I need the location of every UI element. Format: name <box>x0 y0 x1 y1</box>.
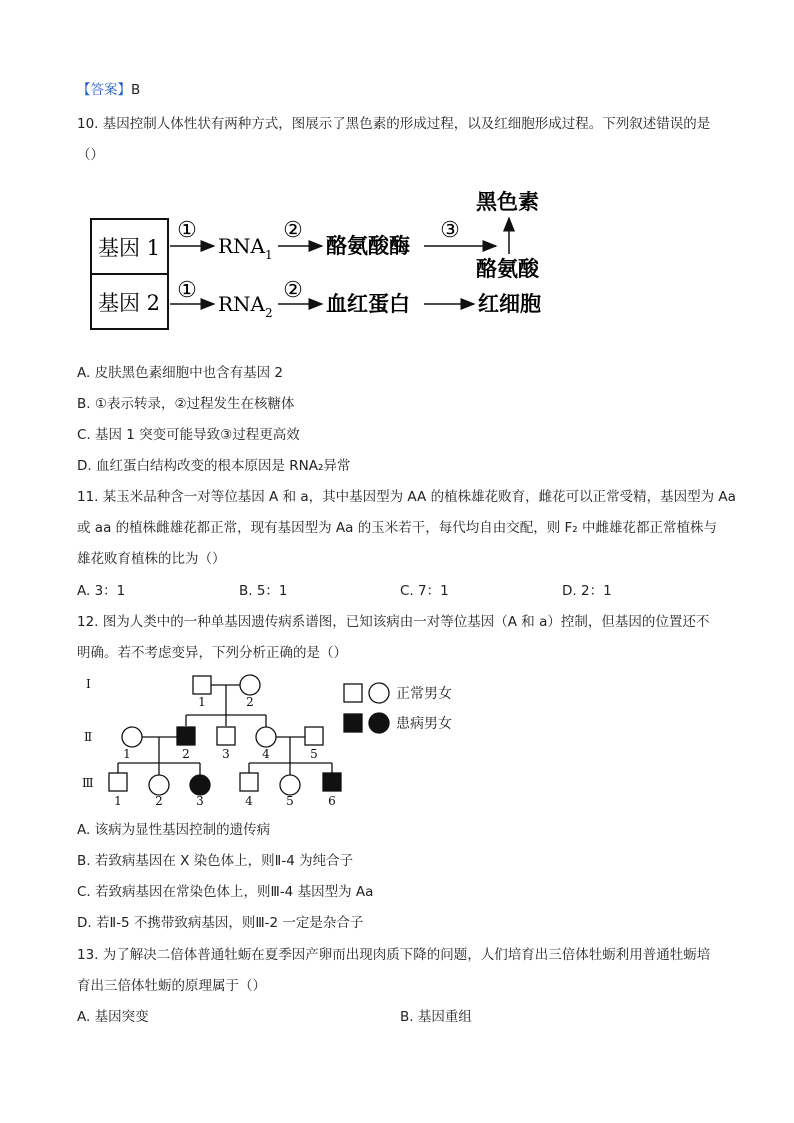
III-5-normal-female <box>280 775 300 795</box>
II-5-normal-male <box>305 727 323 745</box>
q11-stem-line1: 11. 某玉米品种含一对等位基因 A 和 a，其中基因型为 AA 的植株雄花败育，雌花可以正常受精，基因型为 Aa <box>77 489 736 505</box>
q12-stem-line1: 12. 图为人类中的一种单基因遗传病系谱图，已知该病由一对等位基因（A 和 a）控制，但基因的位置还不 <box>77 614 710 630</box>
I-1-number: 1 <box>198 695 206 709</box>
q11-option-d: D. 2：1 <box>562 583 612 599</box>
tyrosine-label: 酪氨酸 <box>476 256 539 281</box>
III-6-affected-male <box>323 773 341 791</box>
gene1-label: 基因 1 <box>97 236 161 260</box>
III-1-normal-male <box>109 773 127 791</box>
melanin-label: 黑色素 <box>476 189 539 214</box>
II-3-number: 3 <box>222 747 230 761</box>
III-6-number: 6 <box>328 794 336 808</box>
q10-option-c: C. 基因 1 突变可能导致③过程更高效 <box>77 427 300 443</box>
q10-stem-line1: 10. 基因控制人体性状有两种方式，图展示了黑色素的形成过程，以及红细胞形成过程。下列叙述错误的是 <box>77 116 711 132</box>
q10-option-a: A. 皮肤黑色素细胞中也含有基因 2 <box>77 365 283 381</box>
q13-option-b: B. 基因重组 <box>400 1009 472 1025</box>
step2-label-row2: ② <box>283 278 303 303</box>
II-4-normal-female <box>256 727 276 747</box>
II-1-normal-female <box>122 727 142 747</box>
I-2-normal-female <box>240 675 260 695</box>
gen-III-label: Ⅲ <box>82 776 94 790</box>
q12-stem-line2: 明确。若不考虑变异，下列分析正确的是（） <box>77 645 347 661</box>
gene2-label: 基因 2 <box>97 291 161 315</box>
legend-affected-male-icon <box>344 714 362 732</box>
q11-stem-line3: 雄花败育植株的比为（） <box>77 551 226 567</box>
rna1-label: $RNA_1$ <box>218 234 273 262</box>
q12-option-c: C. 若致病基因在常染色体上，则Ⅲ-4 基因型为 Aa <box>77 884 374 900</box>
II-3-normal-male <box>217 727 235 745</box>
q13-option-a: A. 基因突变 <box>77 1009 149 1025</box>
I-2-number: 2 <box>246 695 254 709</box>
rna2-label: $RNA_2$ <box>218 292 273 320</box>
q12-option-d: D. 若Ⅱ-5 不携带致病基因，则Ⅲ-2 一定是杂合子 <box>77 915 364 931</box>
rbc-label: 红细胞 <box>478 291 541 316</box>
enzyme-label: 酪氨酸酶 <box>326 233 410 258</box>
q11-option-b: B. 5：1 <box>239 583 288 599</box>
legend-affected-female-icon <box>369 713 389 733</box>
III-3-affected-female <box>190 775 210 795</box>
II-5-number: 5 <box>310 747 318 761</box>
q11-option-c: C. 7：1 <box>400 583 449 599</box>
gen-II-label: Ⅱ <box>84 730 93 744</box>
III-4-normal-male <box>240 773 258 791</box>
step1-label-row1: ① <box>177 218 197 243</box>
step2-label-row1: ② <box>283 218 303 243</box>
II-1-number: 1 <box>123 747 131 761</box>
III-2-normal-female <box>149 775 169 795</box>
II-2-number: 2 <box>182 747 190 761</box>
q10-option-b: B. ①表示转录，②过程发生在核糖体 <box>77 396 295 412</box>
I-1-normal-male <box>193 676 211 694</box>
answer-label: 【答案】 <box>77 82 131 98</box>
II-2-affected-male <box>177 727 195 745</box>
step1-label-row2: ① <box>177 278 197 303</box>
q12-option-a: A. 该病为显性基因控制的遗传病 <box>77 822 271 838</box>
q11-stem-line2: 或 aa 的植株雌雄花都正常，现有基因型为 Aa 的玉米若干，每代均自由交配，则 F₂ 中雌雄花都正常植株与 <box>77 520 717 536</box>
gene-expression-diagram <box>0 182 794 352</box>
III-3-number: 3 <box>196 794 204 808</box>
III-4-number: 4 <box>245 794 253 808</box>
hemoglobin-label: 血红蛋白 <box>326 291 410 316</box>
III-5-number: 5 <box>286 794 294 808</box>
legend-normal-female-icon <box>369 683 389 703</box>
answer-line <box>77 80 140 100</box>
gen-I-label: I <box>86 677 91 691</box>
II-4-number: 4 <box>262 747 270 761</box>
q12-option-b: B. 若致病基因在 X 染色体上，则Ⅱ-4 为纯合子 <box>77 853 354 869</box>
III-1-number: 1 <box>114 794 122 808</box>
legend-normal-label: 正常男女 <box>396 686 452 702</box>
q10-stem-line2: （） <box>77 147 104 163</box>
q11-option-a: A. 3：1 <box>77 583 126 599</box>
q13-stem-line1: 13. 为了解决二倍体普通牡蛎在夏季因产卵而出现肉质下降的问题，人们培育出三倍体牡蛎利用普通牡蛎培 <box>77 947 711 963</box>
q10-option-d: D. 血红蛋白结构改变的根本原因是 RNA₂异常 <box>77 458 351 474</box>
answer-value: B <box>131 82 141 98</box>
III-2-number: 2 <box>155 794 163 808</box>
step3-label: ③ <box>440 218 460 243</box>
legend-affected-label: 患病男女 <box>396 716 452 732</box>
legend-normal-male-icon <box>344 684 362 702</box>
q13-stem-line2: 育出三倍体牡蛎的原理属于（） <box>77 978 266 994</box>
